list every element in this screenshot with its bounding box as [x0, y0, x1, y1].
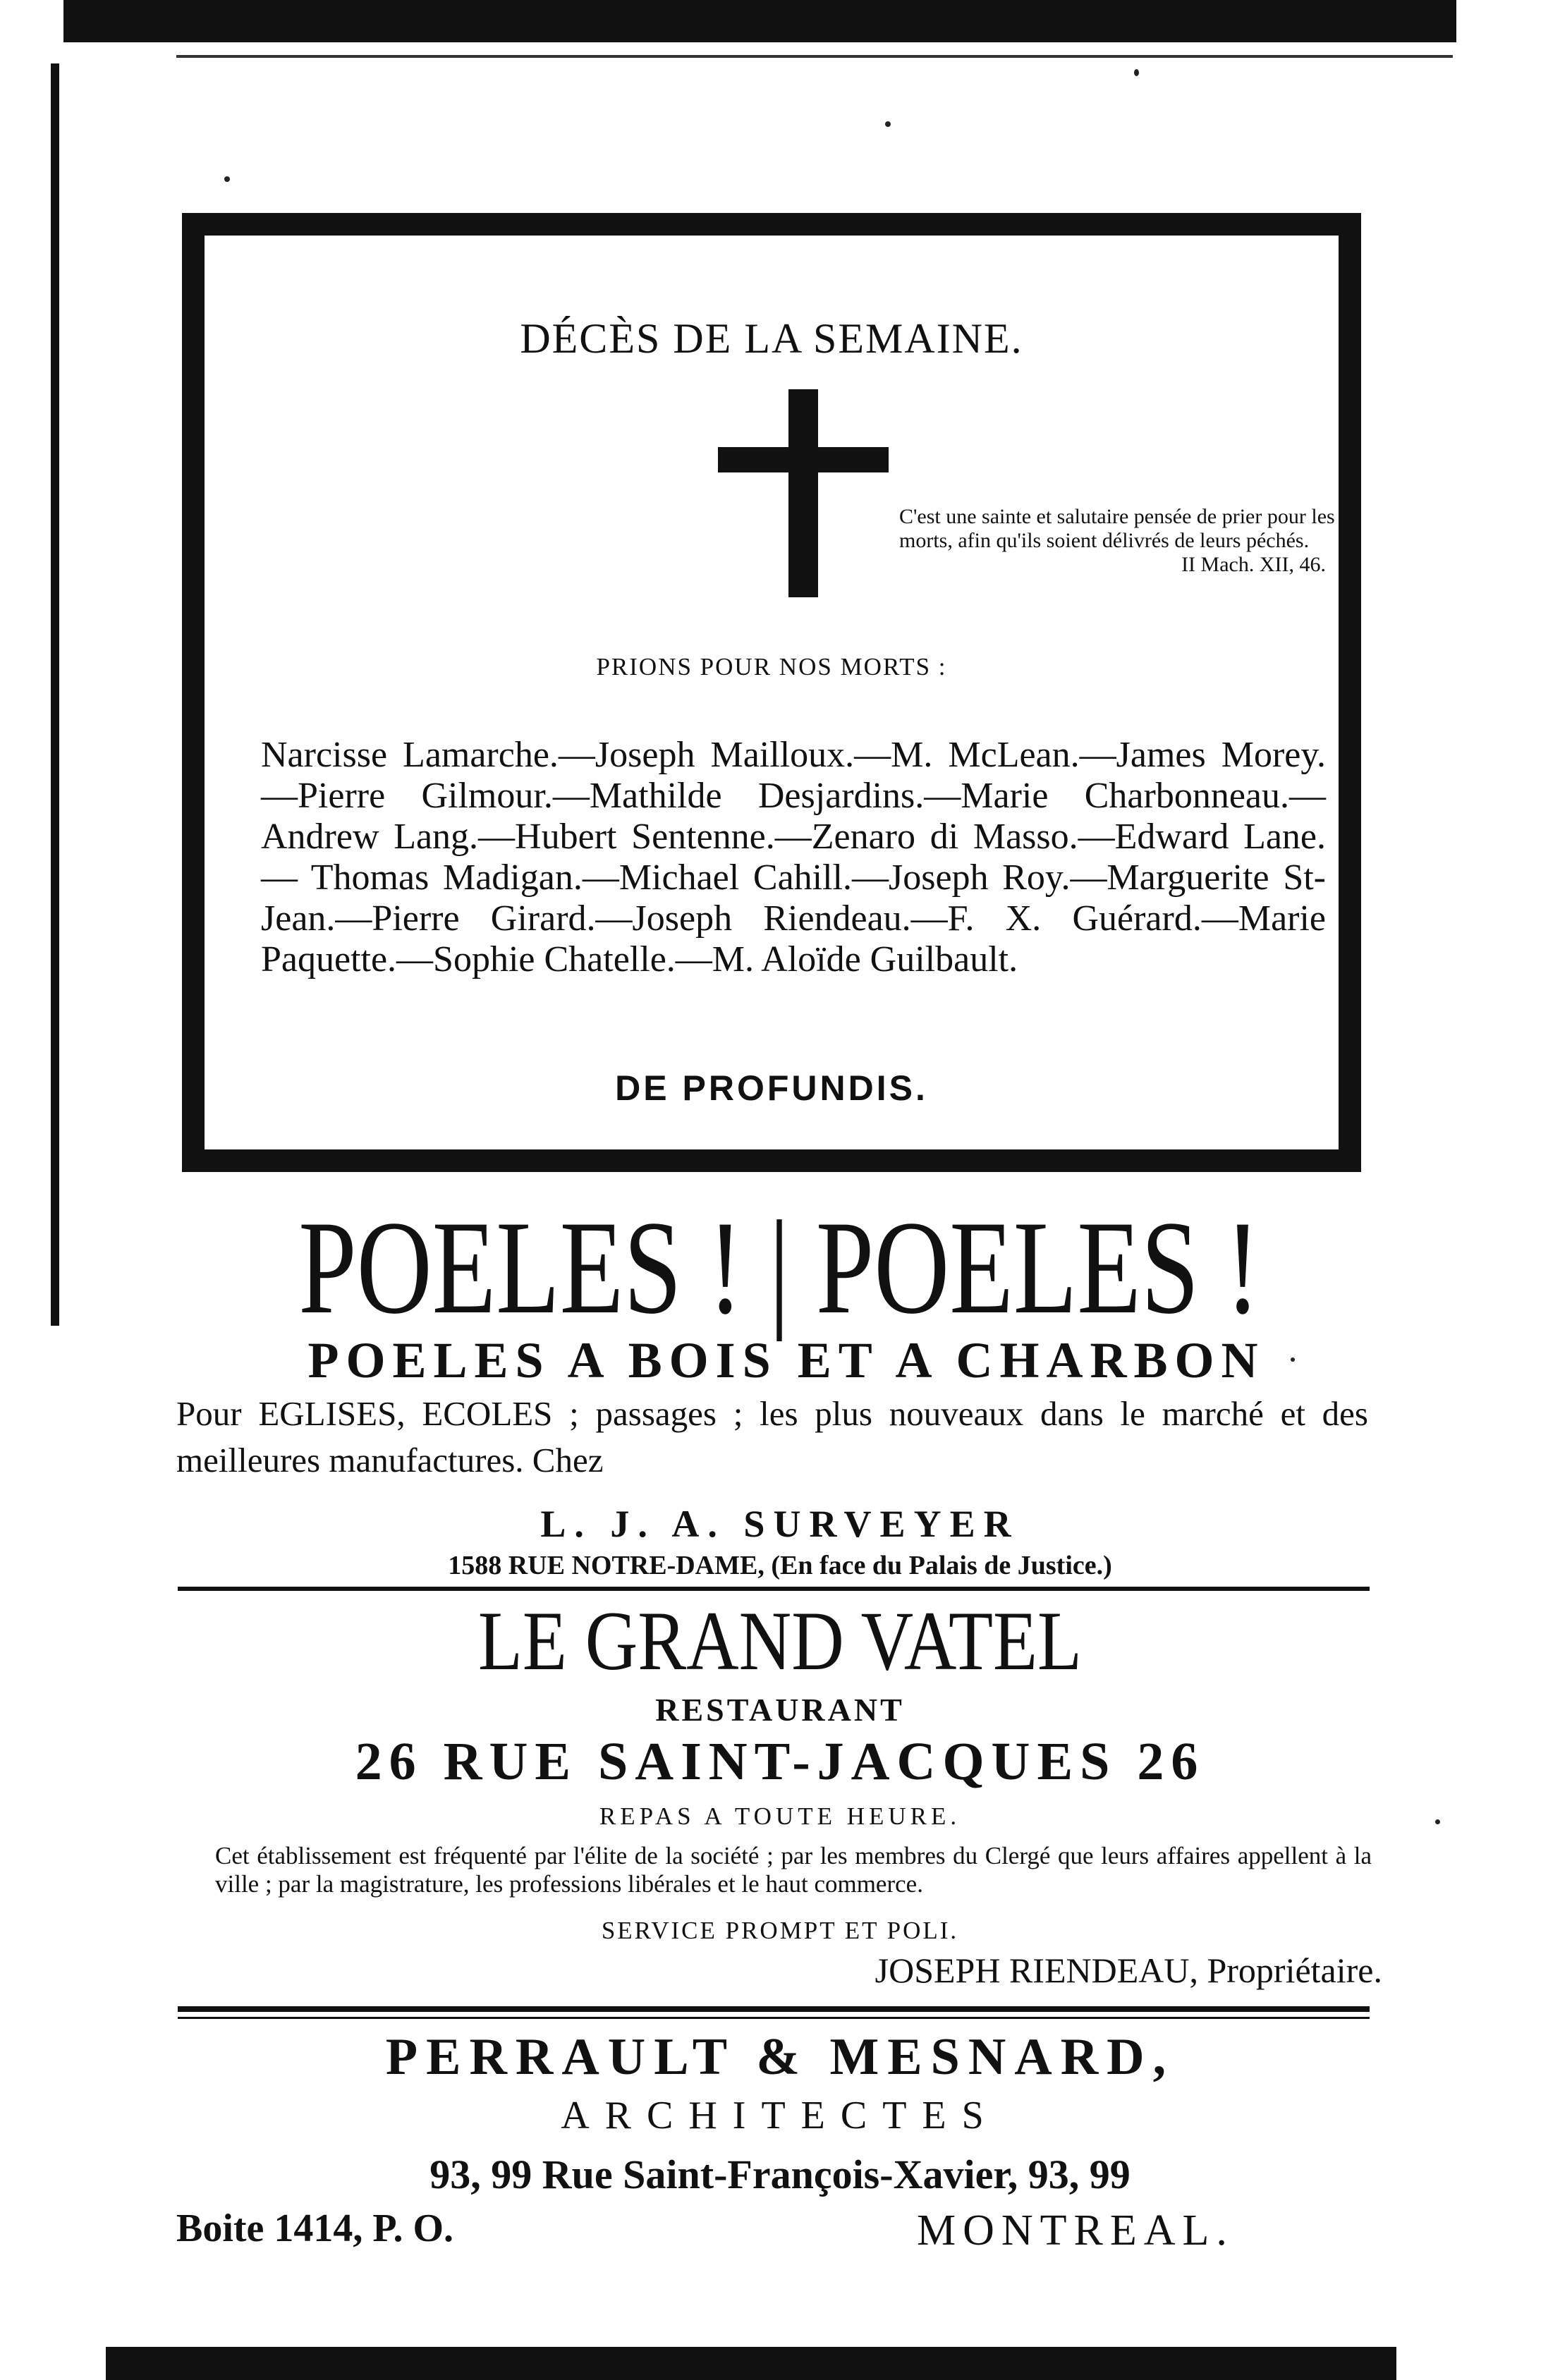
left-margin-rule	[51, 63, 59, 1326]
divider-rule	[178, 2017, 1370, 2019]
top-thin-rule	[176, 55, 1453, 58]
scan-speck	[1134, 69, 1139, 76]
merchant-name: L. J. A. SURVEYER	[540, 1503, 1020, 1545]
perrault-city: MONTREAL.	[917, 2207, 1234, 2254]
poeles-description: Pour EGLISES, ECOLES ; passages ; les plus nouveaux dans le marché et des meilleures manufactures. Chez	[176, 1394, 1368, 1479]
obituary-title: DÉCÈS DE LA SEMAINE.	[520, 315, 1023, 362]
obituary-box	[182, 213, 1361, 1172]
poeles-subheadline: POELES A BOIS ET A CHARBON	[307, 1332, 1265, 1389]
quote-reference: II Mach. XII, 46.	[1181, 553, 1326, 576]
perrault-address: 93, 99 Rue Saint-François-Xavier, 93, 99	[429, 2152, 1131, 2197]
vatel-description: Cet établissement est fréquenté par l'élite de la société ; par les membres du Clergé que leurs affaires appellent à la ville ; par la magistrature, les professions libérales et le haut commerce.	[215, 1842, 1372, 1898]
poeles-headline: POELES ! | POELES !	[298, 1194, 1260, 1342]
vatel-address: 26 RUE SAINT-JACQUES 26	[355, 1732, 1205, 1791]
deceased-names: Narcisse Lamarche.—Joseph Mailloux.—M. McLean.—James Morey.—Pierre Gilmour.—Mathilde Desjardins.—Marie Charbonneau.—Andrew Lang.—Hubert Sentenne.—Zenaro di Masso.—Edward Lane.— Thomas Madigan.—Michael Cahill.—Joseph Roy.—Marguerite St-Jean.—Pierre Girard.—Joseph Riendeau.—F. X. Guérard.—Marie Paquette.—Sophie Chatelle.—M. Aloïde Guilbault.	[261, 735, 1326, 980]
cross-icon	[788, 389, 818, 597]
top-rule	[63, 0, 1456, 42]
quote-text: C'est une sainte et salutaire pensée de prier pour les morts, afin qu'ils soient délivrés de leurs péchés.	[899, 505, 1335, 552]
merchant-address: 1588 RUE NOTRE-DAME, (En face du Palais de Justice.)	[448, 1551, 1112, 1580]
perrault-headline: PERRAULT & MESNARD,	[385, 2028, 1175, 2086]
scan-speck	[224, 176, 230, 182]
perrault-postbox: Boite 1414, P. O.	[176, 2207, 454, 2250]
scripture-quote	[899, 505, 1343, 577]
prayer-heading: PRIONS POUR NOS MORTS :	[596, 653, 947, 681]
vatel-proprietor: JOSEPH RIENDEAU, Propriétaire.	[875, 1951, 1382, 1990]
bottom-rule	[106, 2347, 1396, 2380]
vatel-hours: REPAS A TOUTE HEURE.	[599, 1802, 961, 1830]
vatel-service: SERVICE PROMPT ET POLI.	[601, 1917, 959, 1944]
scan-speck	[885, 121, 891, 127]
vatel-headline: LE GRAND VATEL	[477, 1594, 1083, 1688]
vatel-subtitle: RESTAURANT	[655, 1692, 905, 1728]
perrault-subtitle: ARCHITECTES	[561, 2094, 999, 2137]
de-profundis: DE PROFUNDIS.	[615, 1068, 928, 1108]
divider-rule	[178, 2006, 1370, 2012]
cross-icon-bar	[718, 447, 889, 472]
divider-rule	[178, 1587, 1370, 1591]
